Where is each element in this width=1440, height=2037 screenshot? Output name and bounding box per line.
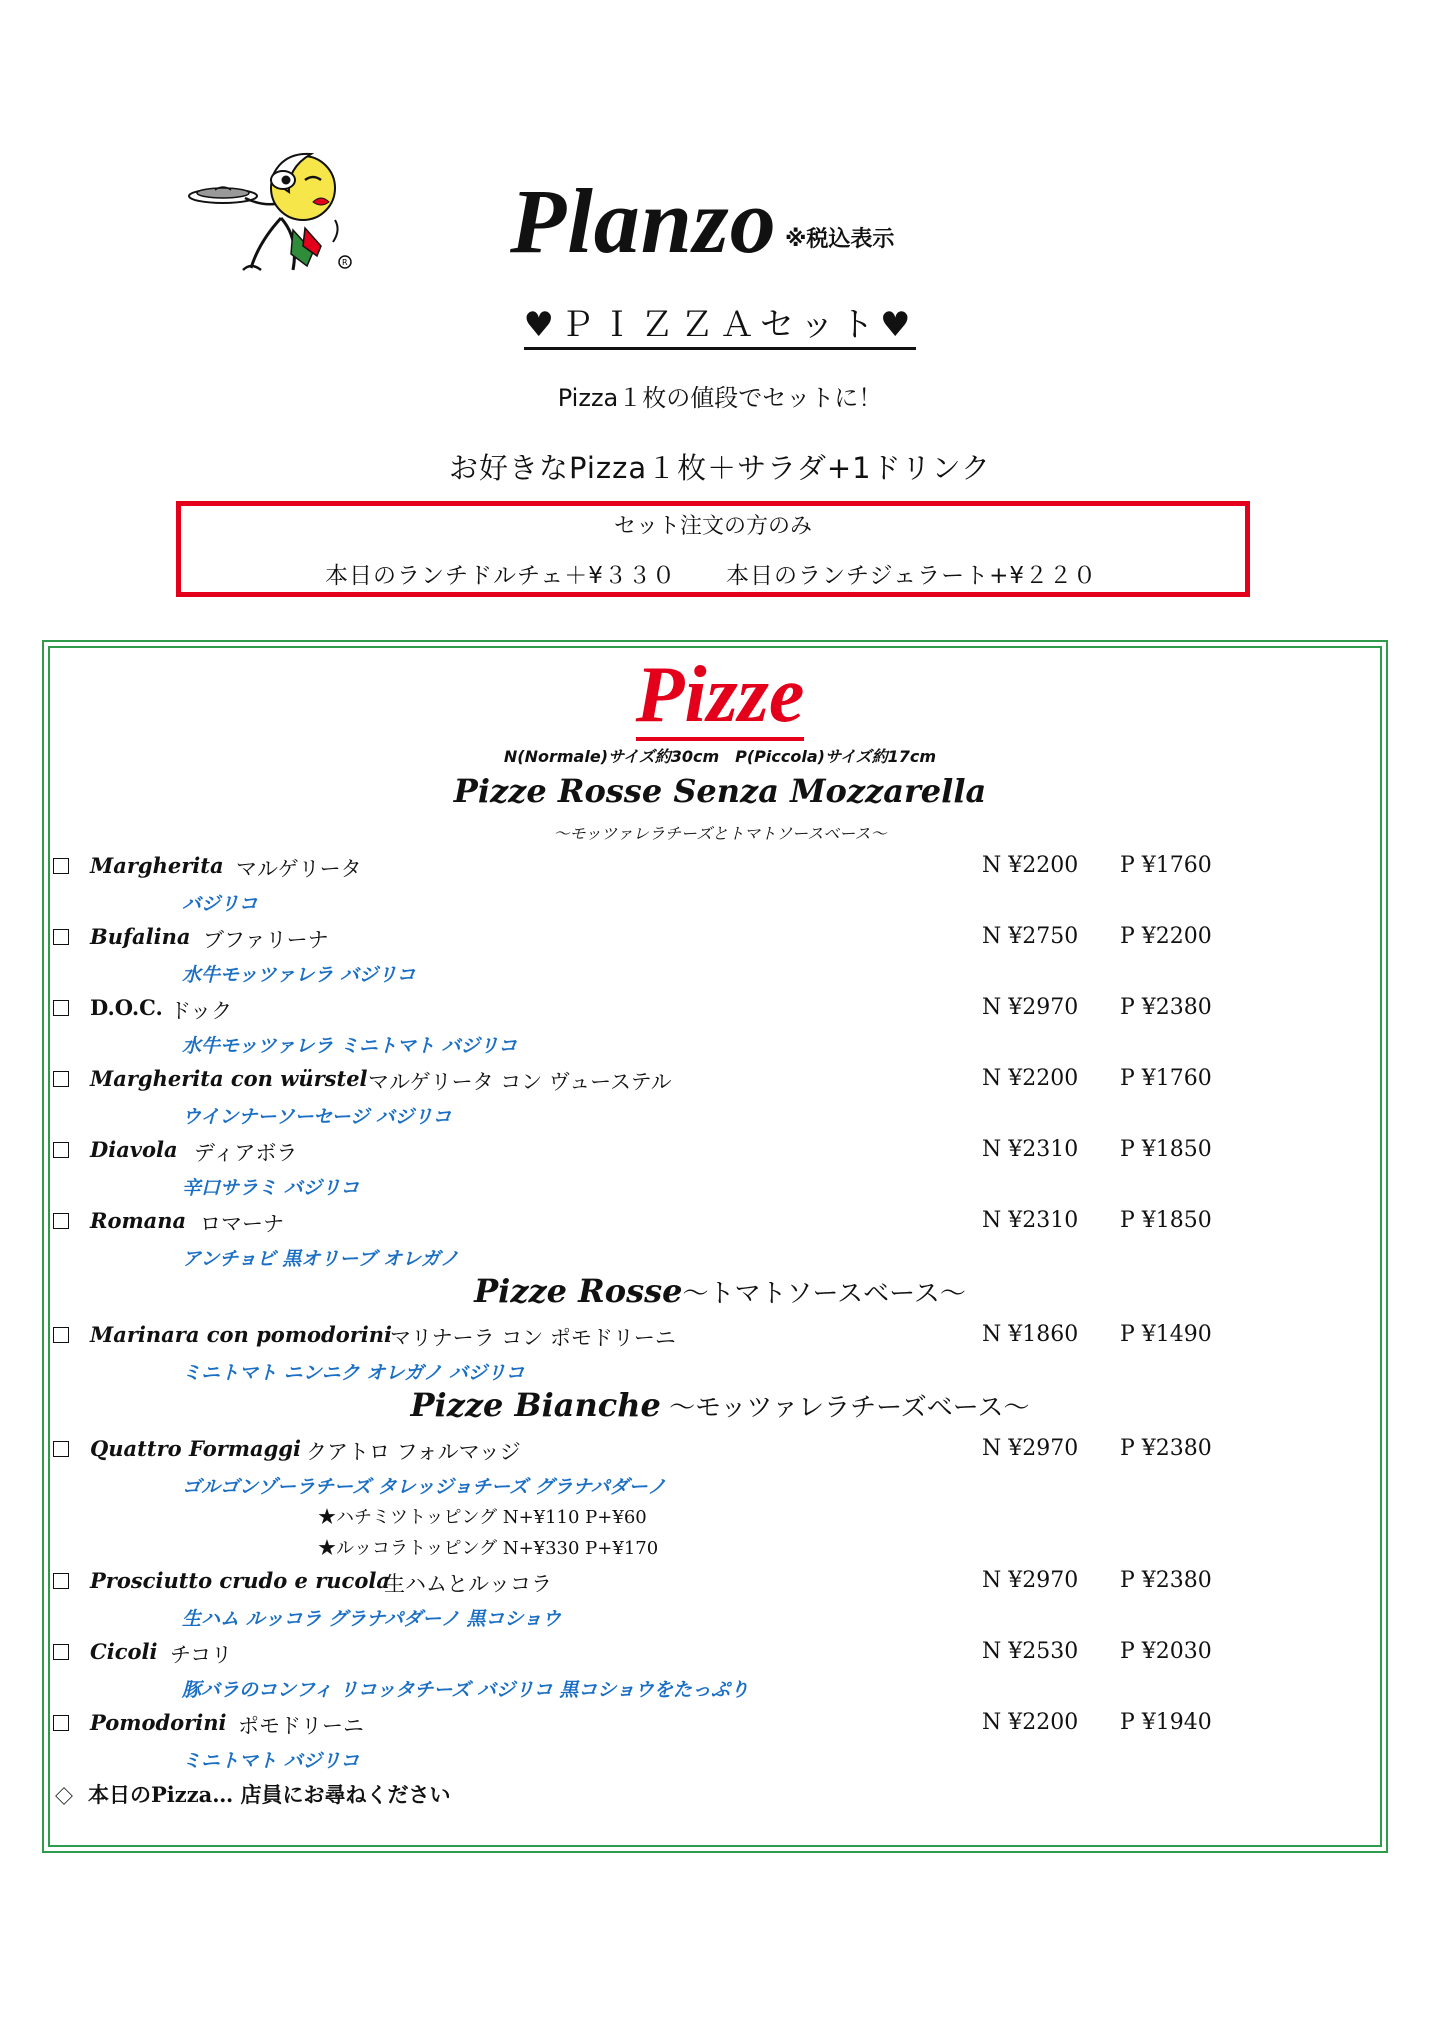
price-piccola: P ¥1760 <box>1120 1066 1212 1091</box>
daily-pizza-note <box>50 1779 451 1809</box>
item-name-jp: ポモドリーニ <box>238 1714 364 1738</box>
price-normale: N ¥2200 <box>982 853 1079 878</box>
set-options-title: セット注文の方のみ <box>613 514 812 539</box>
menu-item <box>50 853 1380 883</box>
item-name-jp: マルゲリータ コン ヴューステル <box>368 1070 672 1094</box>
item-ingredients: ゴルゴンゾーラチーズ タレッジョチーズ グラナパダーノ <box>182 1476 667 1498</box>
menu-item <box>50 1066 1380 1096</box>
diamond-icon <box>55 1787 73 1805</box>
item-ingredients: 豚バラのコンフィ リコッタチーズ バジリコ 黒コショウをたっぷり <box>182 1679 749 1701</box>
pizza-set-title-text: ♥ＰＩＺＺＡセット♥ <box>524 305 917 350</box>
item-name-jp: チコリ <box>170 1643 233 1667</box>
item-name-jp: マリナーラ コン ポモドリーニ <box>390 1326 676 1350</box>
item-ingredients: ウインナーソーセージ バジリコ <box>182 1106 452 1128</box>
section-title-rosse <box>0 1272 1440 1310</box>
item-name-jp: ロマーナ <box>200 1212 284 1236</box>
menu-item <box>50 1137 1380 1167</box>
item-name: Margherita <box>90 853 224 878</box>
daily-pizza-text: 本日のPizza… 店員にお尋ねください <box>88 1782 451 1807</box>
item-name: Pomodorini <box>90 1710 227 1735</box>
item-ingredients: 水牛モッツァレラ ミニトマト バジリコ <box>182 1035 518 1057</box>
item-name: D.O.C. <box>90 995 163 1020</box>
item-name: Cicoli <box>90 1639 158 1664</box>
menu-item <box>50 995 1380 1025</box>
price-piccola: P ¥1850 <box>1120 1208 1212 1233</box>
checkbox[interactable] <box>53 858 69 874</box>
item-ingredients: 辛口サラミ バジリコ <box>182 1177 360 1199</box>
item-name-jp: マルゲリータ <box>236 857 362 881</box>
item-ingredients: ミニトマト バジリコ <box>182 1750 360 1772</box>
item-ingredients: 生ハム ルッコラ グラナパダーノ 黒コショウ <box>182 1608 561 1630</box>
price-normale: N ¥2970 <box>982 1436 1079 1461</box>
price-normale: N ¥2970 <box>982 995 1079 1020</box>
item-name-jp: クアトロ フォルマッジ <box>306 1440 521 1464</box>
checkbox[interactable] <box>53 1715 69 1731</box>
section-subtitle-rosse-senza: ～モッツァレラチーズとトマトソースベース～ <box>553 824 887 843</box>
item-name-jp: ドック <box>170 999 233 1023</box>
price-piccola: P ¥2200 <box>1120 924 1212 949</box>
price-normale: N ¥2530 <box>982 1639 1079 1664</box>
price-normale: N ¥2310 <box>982 1208 1079 1233</box>
menu-item <box>50 1322 1380 1352</box>
price-normale: N ¥2200 <box>982 1066 1079 1091</box>
item-name: Romana <box>90 1208 187 1233</box>
checkbox[interactable] <box>53 1142 69 1158</box>
item-name: Diavola <box>90 1137 178 1162</box>
pizze-title <box>0 650 1440 741</box>
menu-item <box>50 1436 1380 1466</box>
checkbox[interactable] <box>53 1071 69 1087</box>
checkbox[interactable] <box>53 1000 69 1016</box>
section-title-rosse-text: Pizze Rosse <box>474 1272 683 1310</box>
checkbox[interactable] <box>53 1573 69 1589</box>
item-name: Margherita con würstel <box>90 1066 368 1091</box>
price-normale: N ¥2310 <box>982 1137 1079 1162</box>
menu-item <box>50 1208 1380 1238</box>
item-name: Marinara con pomodorini <box>90 1322 393 1347</box>
section-subtitle-bianche: ～モッツァレラチーズベース～ <box>660 1393 1030 1423</box>
price-piccola: P ¥2030 <box>1120 1639 1212 1664</box>
section-title-bianche-text: Pizze Bianche <box>410 1386 661 1424</box>
price-normale: N ¥2970 <box>982 1568 1079 1593</box>
item-name: Bufalina <box>90 924 191 949</box>
price-piccola: P ¥1490 <box>1120 1322 1212 1347</box>
checkbox[interactable] <box>53 1644 69 1660</box>
item-ingredients: 水牛モッツァレラ バジリコ <box>182 964 416 986</box>
set-option-gelato: 本日のランチジェラート+¥２２０ <box>726 563 1097 589</box>
topping-rucola: ★ルッコラトッピング N+¥330 P+¥170 <box>318 1538 659 1559</box>
section-subtitle-rosse: ～トマトソースベース～ <box>682 1279 966 1309</box>
item-name: Prosciutto crudo e rucola <box>90 1568 390 1593</box>
price-normale: N ¥2750 <box>982 924 1079 949</box>
svg-text:R: R <box>342 258 348 267</box>
tax-note: ※税込表示 <box>785 227 895 252</box>
item-name-jp: ブファリーナ <box>203 928 329 952</box>
price-piccola: P ¥1760 <box>1120 853 1212 878</box>
menu-item <box>50 1710 1380 1740</box>
pizza-set-title <box>0 297 1440 346</box>
item-name-jp: ディアボラ <box>194 1141 298 1165</box>
checkbox[interactable] <box>53 1327 69 1343</box>
brand-name: Planzo <box>510 170 777 272</box>
pizza-set-subtitle: Pizza１枚の値段でセットに！ <box>557 384 883 412</box>
checkbox[interactable] <box>53 1441 69 1457</box>
price-normale: N ¥2200 <box>982 1710 1079 1735</box>
item-name-jp: 生ハムとルッコラ <box>384 1572 552 1596</box>
price-piccola: P ¥2380 <box>1120 1568 1212 1593</box>
price-piccola: P ¥2380 <box>1120 995 1212 1020</box>
section-title-bianche <box>0 1386 1440 1424</box>
set-option-dolce: 本日のランチドルチェ＋¥３３０ <box>325 563 676 589</box>
checkbox[interactable] <box>53 1213 69 1229</box>
item-ingredients: バジリコ <box>182 893 258 915</box>
pizze-title-text: Pizze <box>635 651 805 739</box>
item-ingredients: アンチョビ 黒オリーブ オレガノ <box>182 1248 459 1270</box>
menu-item <box>50 1639 1380 1669</box>
price-piccola: P ¥1850 <box>1120 1137 1212 1162</box>
price-piccola: P ¥2380 <box>1120 1436 1212 1461</box>
menu-item <box>50 924 1380 954</box>
size-note: N(Normale)サイズ約30cm P(Piccola)サイズ約17cm <box>503 747 937 766</box>
pizza-set-contents: お好きなPizza１枚＋サラダ+1ドリンク <box>448 451 991 485</box>
item-ingredients: ミニトマト ニンニク オレガノ バジリコ <box>182 1362 525 1384</box>
planzo-logo <box>185 150 370 280</box>
menu-item <box>50 1568 1380 1598</box>
item-name: Quattro Formaggi <box>90 1436 301 1461</box>
price-piccola: P ¥1940 <box>1120 1710 1212 1735</box>
topping-honey: ★ハチミツトッピング N+¥110 P+¥60 <box>318 1507 647 1528</box>
price-normale: N ¥1860 <box>982 1322 1079 1347</box>
checkbox[interactable] <box>53 929 69 945</box>
section-title-rosse-senza: Pizze Rosse Senza Mozzarella <box>453 772 987 810</box>
